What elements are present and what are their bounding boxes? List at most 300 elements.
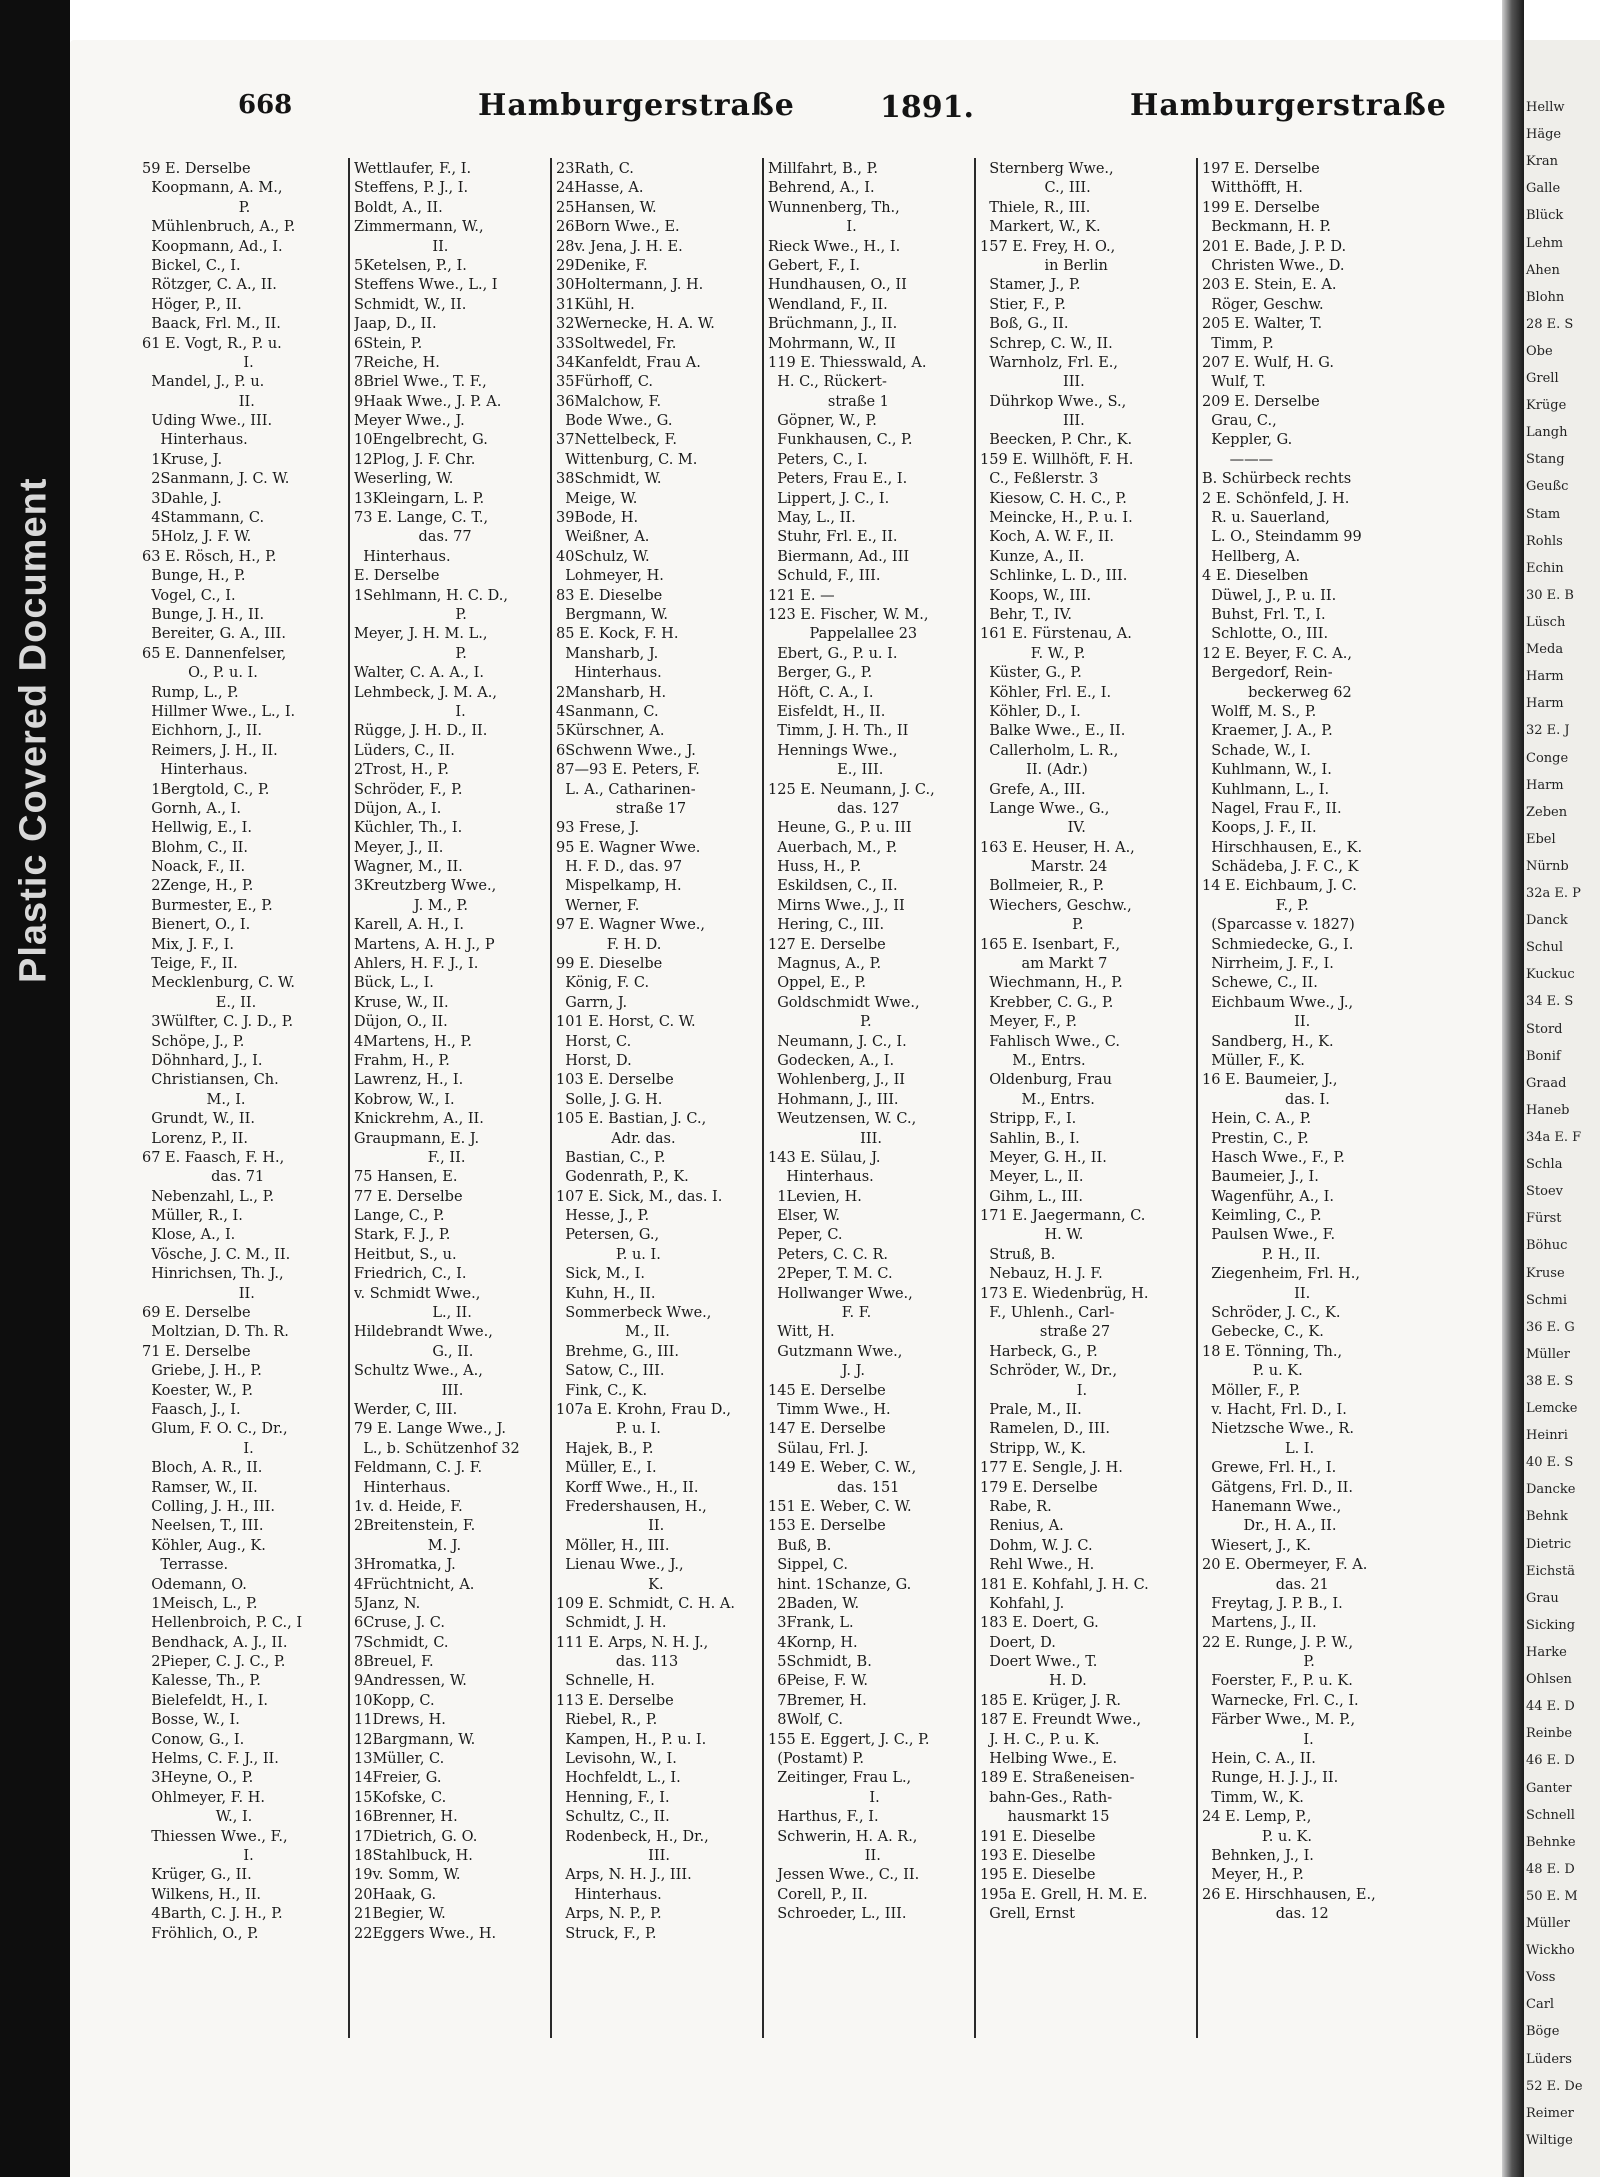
directory-entry: 16Brenner, H.: [354, 1809, 458, 1826]
next-page-edge: [1524, 40, 1600, 2177]
next-page-fragment: 52 E. De: [1526, 2078, 1583, 2094]
directory-entry: Schlinke, L. D., III.: [980, 568, 1128, 585]
directory-entry: 61 E. Vogt, R., P. u.: [142, 335, 282, 352]
next-page-fragment: Grau: [1526, 1590, 1559, 1606]
directory-entry: Koops, W., III.: [980, 587, 1092, 604]
directory-entry: Peters, Frau E., I.: [768, 471, 908, 488]
directory-entry: Meyer, H., P.: [1202, 1867, 1304, 1884]
directory-entry: 30Holtermann, J. H.: [556, 277, 704, 294]
street-heading-left: Hamburgerstraße: [478, 88, 795, 123]
directory-entry: Solle, J. G. H.: [556, 1091, 663, 1108]
directory-entry: Kunze, A., II.: [980, 548, 1085, 565]
directory-entry: Warnecke, Frl. C., I.: [1202, 1692, 1359, 1709]
directory-entry: 4Stammann, C.: [142, 510, 265, 527]
directory-entry: Küchler, Th., I.: [354, 820, 463, 837]
directory-entry: Stark, F. J., P.: [354, 1227, 451, 1244]
directory-entry: F., P.: [1202, 897, 1309, 914]
next-page-fragment: Fürst: [1526, 1211, 1562, 1227]
directory-entry: Hundhausen, O., II: [768, 277, 907, 294]
directory-entry: 6Schwenn Wwe., J.: [556, 742, 696, 759]
directory-entry: Höft, C. A., I.: [768, 684, 874, 701]
directory-entry: Foerster, F., P. u. K.: [1202, 1673, 1353, 1690]
next-page-fragment: Blohn: [1526, 289, 1565, 305]
directory-entry: III.: [980, 374, 1085, 391]
directory-entry: 83 E. Dieselbe: [556, 587, 663, 604]
column-3: [556, 160, 756, 2040]
directory-entry: III.: [556, 1847, 670, 1864]
directory-entry: III.: [354, 1382, 464, 1399]
directory-entry: Christiansen, Ch.: [142, 1072, 279, 1089]
directory-entry: Müller, E., I.: [556, 1460, 657, 1477]
directory-entry: Lohmeyer, H.: [556, 568, 664, 585]
next-page-fragment: Rohls: [1526, 533, 1563, 549]
directory-entry: Meyer, J. H. M. L.,: [354, 626, 488, 643]
directory-entry: Goldschmidt Wwe.,: [768, 994, 920, 1011]
next-page-fragment: Lüsch: [1526, 615, 1566, 630]
directory-entry: Adr. das.: [556, 1130, 676, 1147]
next-page-fragment: Reimer: [1526, 2105, 1574, 2121]
directory-entry: 14 E. Eichbaum, J. C.: [1202, 878, 1357, 895]
directory-entry: 199 E. Derselbe: [1202, 199, 1320, 216]
directory-entry: 2Mansharb, H.: [556, 684, 667, 701]
directory-entry: Harthus, F., I.: [768, 1809, 879, 1826]
directory-entry: Horst, D.: [556, 1052, 632, 1069]
directory-entry: Walter, C. A. A., I.: [354, 665, 485, 682]
next-page-fragment: Nürnb: [1526, 858, 1569, 874]
directory-entry: Kraemer, J. A., P.: [1202, 723, 1333, 740]
directory-entry: Buhst, Frl. T., I.: [1202, 606, 1326, 623]
directory-entry: Lippert, J. C., I.: [768, 490, 890, 507]
directory-entry: 22Eggers Wwe., H.: [354, 1925, 497, 1942]
directory-entry: Schlotte, O., III.: [1202, 626, 1329, 643]
directory-entry: Bastian, C., P.: [556, 1149, 666, 1166]
directory-entry: 149 E. Weber, C. W.,: [768, 1460, 917, 1477]
directory-entry: Godecken, A., I.: [768, 1052, 895, 1069]
directory-entry: straße 1: [768, 393, 889, 410]
directory-entry: Arps, N. P., P.: [556, 1906, 662, 1923]
directory-entry: 12 E. Beyer, F. C. A.,: [1202, 645, 1352, 662]
directory-entry: 71 E. Derselbe: [142, 1343, 251, 1360]
directory-entry: 77 E. Derselbe: [354, 1188, 463, 1205]
directory-entry: 183 E. Doert, G.: [980, 1615, 1099, 1632]
directory-entry: 101 E. Horst, C. W.: [556, 1014, 696, 1031]
directory-entry: 145 E. Derselbe: [768, 1382, 886, 1399]
directory-entry: III.: [980, 413, 1085, 430]
directory-entry: P.: [980, 917, 1084, 934]
directory-entry: Knickrehm, A., II.: [354, 1111, 484, 1128]
directory-entry: 10Kopp, C.: [354, 1692, 435, 1709]
directory-entry: Sippel, C.: [768, 1557, 848, 1574]
directory-entry: (Postamt) P.: [768, 1751, 864, 1768]
directory-entry: 18 E. Tönning, Th.,: [1202, 1343, 1343, 1360]
directory-entry: Teige, F., II.: [142, 956, 238, 973]
directory-entry: 36Malchow, F.: [556, 393, 662, 410]
directory-entry: Peters, C., I.: [768, 451, 868, 468]
directory-entry: K.: [556, 1576, 664, 1593]
directory-entry: E., III.: [768, 762, 884, 779]
directory-entry: 85 E. Kock, F. H.: [556, 626, 679, 643]
directory-entry: L. I.: [1202, 1440, 1315, 1457]
directory-entry: 33Soltwedel, Fr.: [556, 335, 677, 352]
directory-entry: Harbeck, G., P.: [980, 1343, 1098, 1360]
directory-entry: Meige, W.: [556, 490, 638, 507]
directory-entry: Wilkens, H., II.: [142, 1886, 262, 1903]
directory-entry: 3Heyne, O., P.: [142, 1770, 254, 1787]
directory-entry: 1Bergtold, C., P.: [142, 781, 270, 798]
next-page-fragment: Grell: [1526, 371, 1559, 387]
directory-entry: Peper, C.: [768, 1227, 843, 1244]
directory-entry: Schwerin, H. A. R.,: [768, 1828, 918, 1845]
directory-entry: 163 E. Heuser, H. A.,: [980, 839, 1135, 856]
directory-entry: 205 E. Walter, T.: [1202, 316, 1323, 333]
directory-entry: I.: [142, 1440, 254, 1457]
directory-entry: 26 E. Hirschhausen, E.,: [1202, 1886, 1376, 1903]
directory-entry: F. F.: [768, 1305, 872, 1322]
directory-entry: II.: [354, 238, 449, 255]
directory-entry: II.: [142, 1285, 255, 1302]
directory-entry: Keppler, G.: [1202, 432, 1293, 449]
directory-entry: 12Plog, J. F. Chr.: [354, 451, 476, 468]
next-page-fragment: Reinbe: [1526, 1726, 1573, 1742]
directory-entry: das. 151: [768, 1479, 900, 1496]
directory-entry: Bloch, A. R., II.: [142, 1460, 263, 1477]
directory-entry: O., P. u. I.: [142, 665, 258, 682]
directory-entry: Thiessen Wwe., F.,: [142, 1828, 288, 1845]
directory-entry: Prestin, C., P.: [1202, 1130, 1309, 1147]
directory-entry: Hellenbroich, P. C., I: [142, 1615, 303, 1632]
directory-entry: Neumann, J. C., I.: [768, 1033, 907, 1050]
directory-entry: Gornh, A., I.: [142, 800, 241, 817]
directory-entry: 9Andressen, W.: [354, 1673, 467, 1690]
directory-entry: Weutzensen, W. C.,: [768, 1111, 917, 1128]
directory-entry: Christen Wwe., D.: [1202, 257, 1345, 274]
directory-entry: Friedrich, C., I.: [354, 1266, 467, 1283]
directory-entry: 59 E. Derselbe: [142, 161, 251, 177]
directory-entry: Mispelkamp, H.: [556, 878, 682, 895]
directory-entry: Faasch, J., I.: [142, 1402, 241, 1418]
directory-entry: Schultz, C., II.: [556, 1809, 670, 1826]
directory-entry: 13Müller, C.: [354, 1751, 445, 1768]
directory-entry: 1Sehlmann, H. C. D.,: [354, 587, 508, 604]
directory-entry: Zeitinger, Frau L.,: [768, 1770, 912, 1787]
directory-entry: Düjon, A., I.: [354, 800, 442, 817]
directory-entry: 69 E. Derselbe: [142, 1305, 251, 1322]
next-page-fragment: Schnell: [1526, 1807, 1575, 1823]
directory-entry: 2Peper, T. M. C.: [768, 1266, 893, 1283]
directory-entry: Hinterhaus.: [142, 762, 248, 779]
directory-entry: Stripp, F., I.: [980, 1111, 1077, 1128]
next-page-fragment: 28 E. S: [1526, 316, 1574, 332]
directory-entry: Balke Wwe., E., II.: [980, 723, 1126, 740]
directory-entry: M., II.: [556, 1324, 670, 1341]
next-page-fragment: Stang: [1526, 452, 1565, 468]
column-6: [1202, 160, 1402, 2040]
directory-entry: Düjon, O., II.: [354, 1014, 448, 1031]
directory-entry: Behnken, J., I.: [1202, 1847, 1314, 1864]
next-page-fragment: Ebel: [1526, 831, 1556, 847]
directory-entry: Müller, F., K.: [1202, 1052, 1305, 1069]
directory-entry: Beckmann, H. P.: [1202, 219, 1331, 236]
directory-entry: Brehme, G., III.: [556, 1343, 679, 1360]
directory-entry: Karell, A. H., I.: [354, 917, 464, 934]
directory-entry: Hirschhausen, E., K.: [1202, 839, 1363, 856]
next-page-fragment: Dancke: [1526, 1482, 1576, 1498]
directory-entry: 8Briel Wwe., T. F.,: [354, 374, 487, 391]
directory-entry: Grewe, Frl. H., I.: [1202, 1460, 1337, 1477]
directory-entry: 4Martens, H., P.: [354, 1033, 472, 1050]
next-page-fragment: Kuckuc: [1526, 967, 1575, 983]
directory-entry: P.: [142, 199, 251, 216]
directory-entry: C., Feßlerstr. 3: [980, 471, 1099, 488]
directory-entry: Dr., H. A., II.: [1202, 1518, 1337, 1535]
directory-entry: Bunge, H., P.: [142, 568, 246, 585]
directory-entry: Bienert, O., I.: [142, 917, 251, 934]
directory-entry: Renius, A.: [980, 1518, 1064, 1535]
directory-entry: 119 E. Thiesswald, A.: [768, 354, 927, 371]
directory-entry: 5Schmidt, B.: [768, 1654, 872, 1671]
directory-entry: Werder, C, III.: [354, 1402, 458, 1418]
directory-entry: 1Meisch, L., P.: [142, 1595, 258, 1612]
directory-entry: Timm, J. H. Th., II: [768, 723, 909, 740]
directory-entry: Kampen, H., P. u. I.: [556, 1731, 707, 1748]
directory-entry: 193 E. Dieselbe: [980, 1847, 1096, 1864]
next-page-fragment: Galle: [1526, 181, 1561, 197]
directory-entry: 35Fürhoff, C.: [556, 374, 654, 391]
spine-label: Plastic Covered Document: [12, 477, 55, 983]
directory-entry: L., b. Schützenhof 32: [354, 1440, 520, 1457]
directory-entry: Küster, G., P.: [980, 665, 1082, 682]
directory-entry: Frahm, H., P.: [354, 1052, 450, 1069]
next-page-fragment: Wiltige: [1526, 2132, 1573, 2148]
directory-entry: Fahlisch Wwe., C.: [980, 1033, 1120, 1050]
next-page-fragment: Schul: [1526, 940, 1564, 956]
directory-entry: 95 E. Wagner Wwe.: [556, 839, 701, 856]
next-page-fragment: 46 E. D: [1526, 1753, 1575, 1769]
directory-entry: L. A., Catharinen-: [556, 781, 696, 798]
directory-entry: II.: [1202, 1014, 1311, 1031]
directory-entry: Eichhorn, J., II.: [142, 723, 263, 740]
directory-entry: Meyer, J., II.: [354, 839, 444, 856]
directory-entry: Witt, H.: [768, 1324, 835, 1341]
next-page-fragment: Lemcke: [1526, 1401, 1578, 1417]
directory-entry: 7Reiche, H.: [354, 354, 440, 371]
directory-entry: Hein, C. A., P.: [1202, 1111, 1312, 1128]
directory-entry: (Sparcasse v. 1827): [1202, 917, 1355, 934]
directory-entry: 7Schmidt, C.: [354, 1634, 449, 1651]
directory-entry: Rump, L., P.: [142, 684, 239, 701]
directory-entry: Gutzmann Wwe.,: [768, 1343, 903, 1360]
directory-entry: F., II.: [354, 1149, 466, 1166]
directory-entry: Gebert, F., I.: [768, 257, 860, 274]
directory-entry: Sick, M., I.: [556, 1266, 645, 1283]
directory-entry: das. 21: [1202, 1576, 1329, 1593]
directory-entry: Doert, D.: [980, 1634, 1056, 1651]
directory-entry: Kobrow, W., I.: [354, 1091, 455, 1108]
directory-entry: Hellberg, A.: [1202, 548, 1301, 565]
directory-entry: Dührkop Wwe., S.,: [980, 393, 1127, 410]
directory-entry: 15Kofske, C.: [354, 1789, 447, 1806]
directory-entry: Lawrenz, H., I.: [354, 1072, 464, 1089]
directory-entry: 153 E. Derselbe: [768, 1518, 886, 1535]
directory-entry: Hasch Wwe., F., P.: [1202, 1149, 1345, 1166]
year-heading: 1891.: [880, 90, 974, 125]
directory-entry: das. 12: [1202, 1906, 1329, 1923]
directory-entry: Boß, G., II.: [980, 316, 1069, 333]
directory-entry: 21Begier, W.: [354, 1906, 446, 1923]
directory-entry: Thiele, R., III.: [980, 199, 1091, 216]
directory-entry: Grefe, A., III.: [980, 781, 1086, 798]
directory-entry: II.: [1202, 1285, 1311, 1302]
directory-entry: bahn-Ges., Rath-: [980, 1789, 1113, 1806]
directory-entry: Odemann, O.: [142, 1576, 247, 1593]
directory-entry: Levisohn, W., I.: [556, 1751, 677, 1768]
directory-entry: 3Hromatka, J.: [354, 1557, 456, 1574]
next-page-fragment: 34a E. F: [1526, 1130, 1582, 1145]
directory-entry: Ohlmeyer, F. H.: [142, 1789, 266, 1806]
directory-entry: Schrep, C. W., II.: [980, 335, 1113, 352]
column-4: [768, 160, 968, 2040]
directory-entry: Grundt, W., II.: [142, 1111, 255, 1128]
directory-entry: v. Hacht, Frl. D., I.: [1202, 1402, 1347, 1418]
directory-entry: Steffens Wwe., L., I: [354, 277, 498, 294]
directory-entry: 121 E. —: [768, 587, 835, 604]
directory-entry: I.: [354, 703, 466, 720]
next-page-fragment: Behnk: [1526, 1509, 1568, 1525]
directory-entry: M. J.: [354, 1537, 462, 1554]
page-header: [70, 82, 1502, 132]
directory-entry: 173 E. Wiedenbrüg, H.: [980, 1285, 1149, 1302]
directory-entry: Jaap, D., II.: [354, 316, 437, 333]
scan-border: [0, 0, 70, 2177]
directory-entry: Hajek, B., P.: [556, 1440, 654, 1457]
directory-entry: Boldt, A., II.: [354, 199, 443, 216]
directory-entry: Timm Wwe., H.: [768, 1402, 891, 1418]
directory-entry: das. 71: [142, 1169, 265, 1186]
directory-entry: 24Hasse, A.: [556, 180, 644, 197]
directory-entry: 5Janz, N.: [354, 1595, 421, 1612]
directory-entry: I.: [768, 1789, 880, 1806]
directory-entry: 207 E. Wulf, H. G.: [1202, 354, 1334, 371]
directory-entry: Schädeba, J. F. C., K: [1202, 859, 1359, 876]
directory-entry: Rodenbeck, H., Dr.,: [556, 1828, 709, 1845]
directory-entry: Henning, F., I.: [556, 1789, 670, 1806]
directory-page: [70, 40, 1502, 2177]
directory-entry: Ebert, G., P. u. I.: [768, 645, 898, 662]
directory-entry: Schroeder, L., III.: [768, 1906, 907, 1923]
next-page-fragment: Langh: [1526, 425, 1568, 441]
directory-entry: Müller, R., I.: [142, 1208, 243, 1225]
directory-entry: Schöpe, J., P.: [142, 1033, 245, 1050]
directory-entry: Baack, Frl. M., II.: [142, 316, 281, 333]
next-page-fragment: Sicking: [1526, 1617, 1576, 1633]
directory-entry: das. 127: [768, 800, 900, 817]
directory-entry: Mix, J. F., I.: [142, 936, 234, 953]
directory-entry: C., III.: [980, 180, 1091, 197]
directory-entry: Bollmeier, R., P.: [980, 878, 1105, 895]
directory-entry: Keimling, C., P.: [1202, 1208, 1322, 1225]
directory-entry: Hering, C., III.: [768, 917, 885, 934]
directory-entry: Petersen, G.,: [556, 1227, 660, 1244]
directory-entry: H. F. D., das. 97: [556, 859, 683, 876]
directory-entry: 32Wernecke, H. A. W.: [556, 316, 715, 333]
directory-entry: Wagner, M., II.: [354, 859, 463, 876]
directory-entry: 99 E. Dieselbe: [556, 956, 663, 973]
directory-entry: 171 E. Jaegermann, C.: [980, 1208, 1146, 1225]
directory-entry: Meyer, G. H., II.: [980, 1149, 1107, 1166]
next-page-fragment: Böge: [1526, 2024, 1560, 2040]
directory-entry: 181 E. Kohfahl, J. H. C.: [980, 1576, 1149, 1593]
directory-entry: Meincke, H., P. u. I.: [980, 510, 1133, 527]
directory-entry: Wohlenberg, J., II: [768, 1072, 906, 1089]
next-page-fragment: Harm: [1526, 777, 1564, 793]
directory-entry: Schade, W., I.: [1202, 742, 1311, 759]
directory-entry: Mandel, J., P. u.: [142, 374, 265, 391]
directory-entry: Burmester, E., P.: [142, 897, 273, 914]
directory-entry: Struck, F., P.: [556, 1925, 657, 1942]
directory-entry: 9Haak Wwe., J. P. A.: [354, 393, 502, 410]
directory-entry: 26Born Wwe., E.: [556, 219, 680, 236]
directory-entry: H. C., Rückert-: [768, 374, 887, 391]
directory-entry: L., II.: [354, 1305, 472, 1322]
directory-entry: Hinterhaus.: [142, 432, 248, 449]
directory-entry: 7Bremer, H.: [768, 1692, 867, 1709]
directory-entry: P.: [768, 1014, 872, 1031]
directory-entry: Neelsen, T., III.: [142, 1518, 264, 1535]
directory-entry: 13Kleingarn, L. P.: [354, 490, 485, 507]
directory-entry: 187 E. Freundt Wwe.,: [980, 1712, 1142, 1729]
directory-entry: 24 E. Lemp, P.,: [1202, 1809, 1312, 1826]
directory-entry: 22 E. Runge, J. P. W.,: [1202, 1634, 1354, 1651]
directory-entry: Heitbut, S., u.: [354, 1246, 457, 1263]
next-page-fragment: 44 E. D: [1526, 1699, 1575, 1715]
directory-entry: Zimmermann, W.,: [354, 219, 484, 236]
directory-entry: Gätgens, Frl. D., II.: [1202, 1479, 1353, 1496]
next-page-fragment: Echin: [1526, 560, 1564, 576]
directory-entry: Gihm, L., III.: [980, 1188, 1083, 1205]
directory-entry: Weißner, A.: [556, 529, 650, 546]
directory-entry: Wiechers, Geschw.,: [980, 897, 1132, 914]
directory-entry: 23Rath, C.: [556, 161, 634, 177]
next-page-fragment: Lüders: [1526, 2051, 1572, 2067]
directory-entry: Freytag, J. P. B., I.: [1202, 1595, 1343, 1612]
directory-entry: Brüchmann, J., II.: [768, 316, 898, 333]
next-page-fragment: Stam: [1526, 506, 1561, 522]
directory-entry: II. (Adr.): [980, 762, 1088, 779]
directory-entry: Satow, C., III.: [556, 1363, 665, 1380]
directory-entry: 165 E. Isenbart, F.,: [980, 936, 1121, 953]
directory-entry: Hinterhaus.: [354, 548, 451, 565]
directory-entry: 5Kürschner, A.: [556, 723, 665, 740]
directory-entry: 17Dietrich, G. O.: [354, 1828, 478, 1845]
directory-entry: Eskildsen, C., II.: [768, 878, 898, 895]
directory-entry: 203 E. Stein, E. A.: [1202, 277, 1337, 294]
directory-entry: III.: [768, 1130, 882, 1147]
directory-entry: Göpner, W., P.: [768, 413, 877, 430]
directory-entry: P. u. K.: [1202, 1363, 1303, 1380]
directory-entry: 155 E. Eggert, J. C., P.: [768, 1731, 930, 1748]
directory-entry: Hollwanger Wwe.,: [768, 1285, 913, 1302]
directory-entry: Hildebrandt Wwe.,: [354, 1324, 493, 1341]
column-1: [142, 160, 342, 2040]
directory-entry: I.: [980, 1382, 1088, 1399]
directory-entry: Glum, F. O. C., Dr.,: [142, 1421, 288, 1438]
directory-entry: P. u. K.: [1202, 1828, 1312, 1845]
directory-entry: Martens, J., II.: [1202, 1615, 1317, 1632]
directory-entry: 4Barth, C. J. H., P.: [142, 1906, 283, 1923]
directory-entry: Fredershausen, H.,: [556, 1498, 707, 1515]
directory-entry: Prale, M., II.: [980, 1402, 1082, 1418]
directory-entry: hint. 1Schanze, G.: [768, 1576, 912, 1593]
